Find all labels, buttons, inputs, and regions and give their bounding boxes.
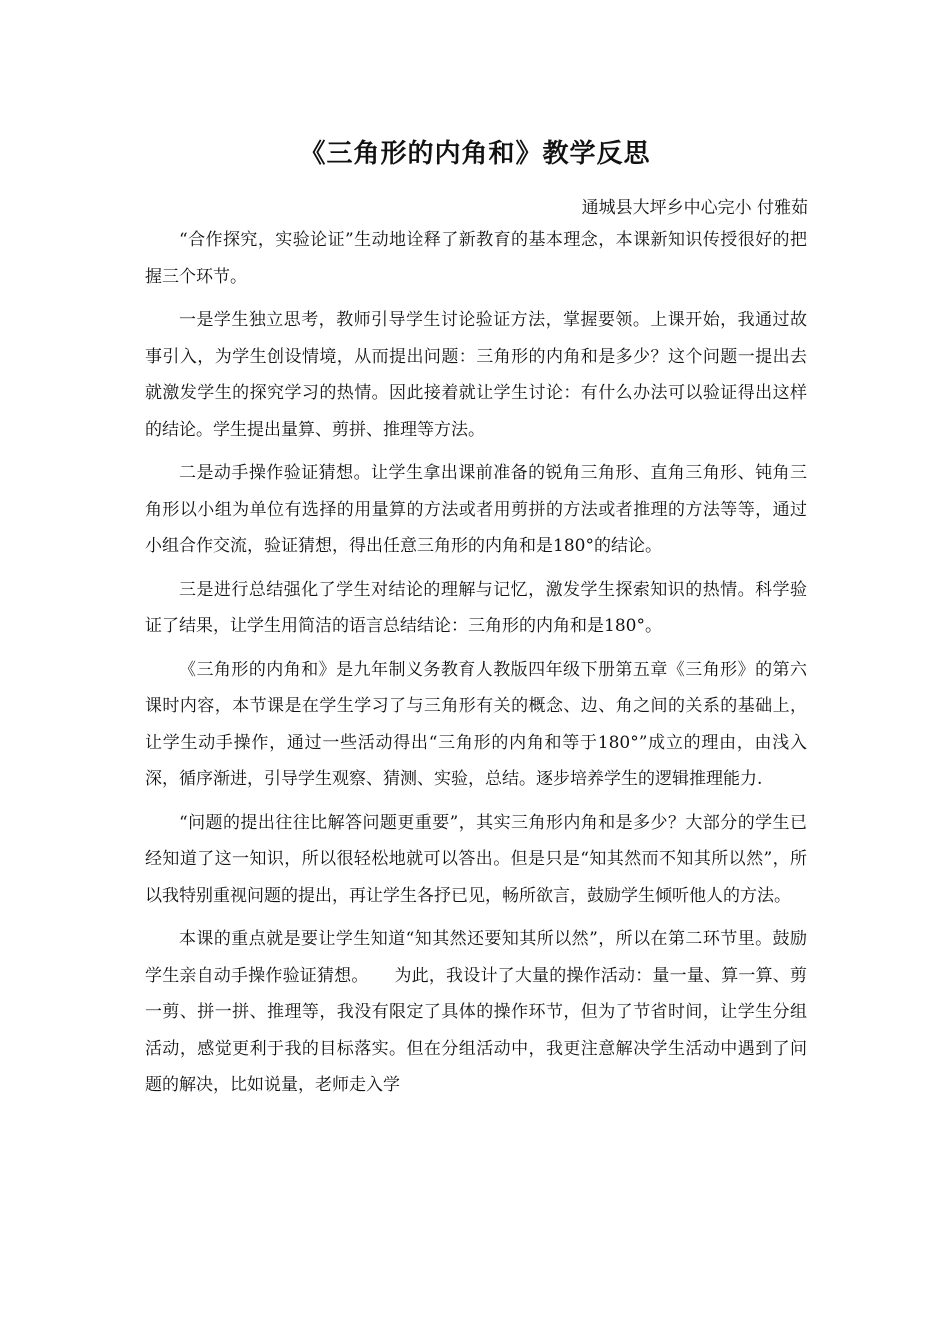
paragraph-step-two: 二是动手操作验证猜想。让学生拿出课前准备的锐角三角形、直角三角形、钝角三角形以小组为单位有选择的用量算的方法或者用剪拼的方法或者推理的方法等等，通过小组合作交流，验证猜想，得出任意三角形的内角和是180°的结论。 <box>145 463 807 556</box>
document-title: 《三角形的内角和》教学反思 <box>299 139 651 169</box>
paragraph-step-one: 一是学生独立思考，教师引导学生讨论验证方法，掌握要领。上课开始，我通过故事引入，为学生创设情境，从而提出问题：三角形的内角和是多少？这个问题一提出去就激发学生的探究学习的热情。因此接着就让学生讨论：有什么办法可以验证得出这样的结论。学生提出量算、剪拼、推理等方法。 <box>145 310 807 440</box>
paragraph-lesson-context: 《三角形的内角和》是九年制义务教育人教版四年级下册第五章《三角形》的第六课时内容，本节课是在学生学习了与三角形有关的概念、边、角之间的关系的基础上，让学生动手操作，通过一些活动得出“三角形的内角和等于180°”成立的理由，由浅入深，循序渐进，引导学生观察、猜测、实验，总结。逐步培养学生的逻辑推理能力. <box>145 659 807 789</box>
paragraph-key-point: 本课的重点就是要让学生知道“知其然还要知其所以然”，所以在第二环节里。鼓励学生亲自动手操作验证猜想。 为此，我设计了大量的操作活动：量一量、算一算、剪一剪、拼一拼、推理等，我没有限定了具体的操作环节，但为了节省时间，让学生分组活动，感觉更利于我的目标落实。但在分组活动中，我更注意解决学生活动中遇到了问题的解决，比如说量，老师走入学 <box>145 929 807 1095</box>
author-line: 通城县大坪乡中心完小 付雅茹 <box>581 198 808 218</box>
paragraph-question-importance: “问题的提出往往比解答问题更重要”，其实三角形内角和是多少？大部分的学生已经知道了这一知识，所以很轻松地就可以答出。但是只是“知其然而不知其所以然”，所以我特别重视问题的提出，再让学生各抒已见，畅所欲言，鼓励学生倾听他人的方法。 <box>145 812 807 906</box>
paragraph-step-three: 三是进行总结强化了学生对结论的理解与记忆，激发学生探索知识的热情。科学验证了结果，让学生用简洁的语言总结结论：三角形的内角和是180°。 <box>145 579 807 636</box>
paragraph-intro: “合作探究，实验论证”生动地诠释了新教育的基本理念，本课新知识传授很好的把握三个环节。 <box>145 230 807 287</box>
document-body <box>145 222 807 1111</box>
